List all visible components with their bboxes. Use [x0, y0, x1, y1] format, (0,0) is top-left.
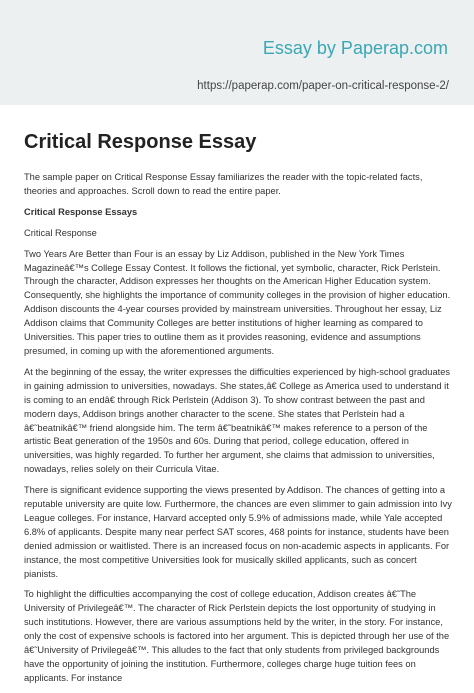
body-paragraph: There is significant evidence supporting the views presented by Addison. The chances of getting into a reputable university are quite low. Furthermore, the chances are even slimmer to gain admission into Ivy League colleges. For instance, Harvard accepted only 5.9% of admissions made, while Yale accepted 6.8% of applicants. Despite many near perfect SAT scores, 468 points for instance, students have been denied admission or waitlisted. There is an increased focus on non-academic aspects in applicants. For instance, the most competitive Universities look for musically skilled applicants, such as concert pianists. [24, 485, 452, 579]
page-title: Critical Response Essay [24, 131, 257, 153]
body-paragraph: Two Years Are Better than Four is an essay by Liz Addison, published in the New York Times Magazineâ€™s College Essay Contest. It follows the fictional, yet symbolic, character, Rick Perlstein. Through the character, Addison expresses her thoughts on the American Higher Education system. Consequently, she highlights the importance of community colleges in the provision of higher education. Addison discounts the 4-year courses provided by mainstream universities. Throughout her essay, Liz Addison claims that Community Colleges are better institutions of higher learning as compared to Universities. This paper tries to outline them as it provides reasoning, evidence and assumptions presumed, in coming up with the aforementioned arguments. [24, 248, 451, 356]
page-url-link[interactable]: https://paperap.com/paper-on-critical-response-2/ [197, 80, 449, 92]
intro-paragraph: The sample paper on Critical Response Essay familiarizes the reader with the topic-related facts, theories and approaches. Scroll down to read the entire paper. [24, 172, 423, 196]
site-header [0, 0, 474, 105]
body-paragraph: At the beginning of the essay, the writer expresses the difficulties experienced by high-school graduates in gaining admission to universities, nowadays. She states,â€ College as America used to understand it is coming to an endâ€ through Rick Perlstein (Addison 3). To show contrast between the past and modern days, Addison brings another character to the scene. She states that Perlstein had a â€˜beatnikâ€™ friend alongside him. The term â€˜beatnikâ€™ makes reference to a person of the artistic Beat generation of the 1950s and 60s. During that period, college education, offered in universities, was highly regarded. To further her argument, she claims that admission to universities, nowadays, relies solely on their Curricula Vitae. [24, 366, 451, 475]
body-paragraph: To highlight the difficulties accompanying the cost of college education, Addison creates â€˜The University of Privilegeâ€™. The character of Rick Perlstein depicts the lost opportunity of studying in such institutions. However, there are various assumptions held by the writer, in the story. For instance, only the cost of expensive schools is factored into her argument. This is depicted through her use of the â€˜University of Privilegeâ€™. This alludes to the fact that only students from privileged backgrounds have the opportunity of joining the institution. Furthermore, colleges charge huge tuition fees on applicants. For instance [24, 589, 450, 683]
section-subheading: Critical Response [24, 227, 97, 238]
section-heading: Critical Response Essays [24, 206, 138, 217]
essay-body [24, 171, 452, 693]
site-brand-link[interactable]: Essay by Paperap.com [262, 38, 448, 58]
